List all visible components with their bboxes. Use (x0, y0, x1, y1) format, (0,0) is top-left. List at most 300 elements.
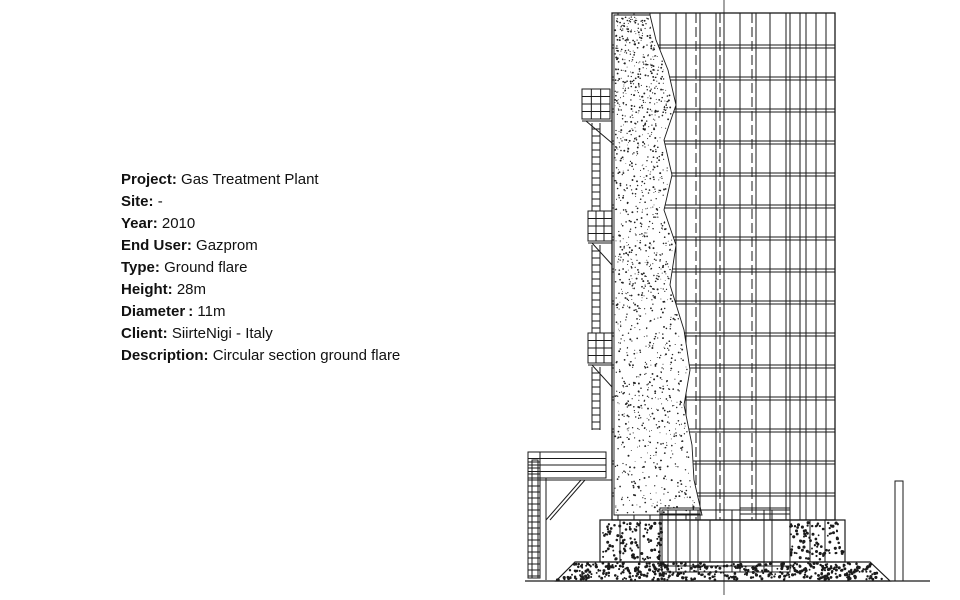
concrete-dot (647, 573, 648, 574)
refractory-dot (628, 300, 629, 301)
refractory-dot (620, 257, 621, 258)
refractory-dot (622, 414, 624, 416)
refractory-dot (615, 269, 616, 270)
refractory-dot (621, 126, 622, 127)
concrete-dot (643, 574, 645, 576)
refractory-dot (623, 124, 624, 125)
refractory-dot (686, 431, 687, 432)
concrete-dot (609, 545, 611, 547)
concrete-dot (613, 550, 614, 551)
refractory-dot (684, 423, 686, 425)
refractory-dot (668, 417, 669, 418)
concrete-dot (870, 571, 871, 572)
refractory-dot (685, 372, 686, 373)
refractory-dot (639, 263, 640, 264)
concrete-dot (822, 528, 824, 530)
concrete-dot (870, 575, 872, 577)
refractory-dot (632, 398, 633, 399)
refractory-dot (618, 426, 619, 427)
refractory-dot (653, 79, 655, 81)
refractory-dot (627, 292, 628, 293)
concrete-dot (771, 577, 772, 578)
refractory-dot (650, 365, 651, 366)
concrete-dot (603, 556, 604, 557)
refractory-dot (615, 488, 616, 489)
refractory-dot (644, 183, 645, 184)
refractory-dot (630, 82, 632, 84)
refractory-dot (617, 114, 618, 115)
refractory-dot (641, 224, 642, 225)
refractory-dot (617, 73, 619, 75)
concrete-dot (590, 566, 591, 567)
refractory-dot (670, 269, 671, 270)
refractory-dot (627, 306, 628, 307)
refractory-dot (637, 73, 639, 75)
concrete-dot (844, 568, 846, 570)
refractory-dot (649, 95, 650, 96)
refractory-dot (667, 263, 669, 265)
refractory-dot (662, 71, 663, 72)
concrete-dot (572, 574, 573, 575)
concrete-dot (636, 575, 638, 577)
refractory-dot (657, 73, 658, 74)
refractory-dot (671, 450, 672, 451)
refractory-dot (619, 39, 621, 41)
refractory-dot (657, 165, 659, 167)
refractory-dot (641, 96, 643, 98)
refractory-dot (622, 335, 623, 336)
refractory-dot (651, 72, 653, 74)
concrete-dot (623, 572, 624, 573)
refractory-dot (679, 434, 680, 435)
refractory-dot (643, 466, 645, 468)
concrete-dot (856, 571, 857, 572)
refractory-dot (633, 512, 634, 513)
concrete-dot (622, 533, 623, 534)
concrete-dot (862, 570, 864, 572)
refractory-dot (651, 124, 652, 125)
refractory-dot (628, 31, 629, 32)
concrete-dot (578, 566, 580, 568)
refractory-dot (642, 22, 643, 23)
refractory-dot (638, 400, 639, 401)
refractory-dot (631, 211, 633, 213)
refractory-dot (632, 72, 634, 74)
concrete-dot (796, 553, 797, 554)
refractory-dot (615, 281, 617, 283)
concrete-dot (807, 525, 808, 526)
refractory-dot (616, 45, 617, 46)
refractory-dot (651, 347, 653, 349)
concrete-dot (782, 563, 784, 565)
refractory-dot (629, 140, 631, 142)
refractory-dot (659, 468, 661, 470)
refractory-dot (670, 298, 672, 300)
concrete-dot (843, 564, 844, 565)
refractory-dot (616, 321, 618, 323)
concrete-dot (587, 563, 589, 565)
concrete-dot (799, 565, 801, 567)
refractory-dot (657, 318, 658, 319)
refractory-dot (662, 225, 664, 227)
refractory-dot (645, 262, 646, 263)
refractory-dot (674, 498, 675, 499)
refractory-dot (626, 316, 627, 317)
concrete-dot (625, 529, 627, 531)
refractory-dot (693, 505, 695, 507)
refractory-dot (661, 403, 662, 404)
refractory-dot (647, 389, 649, 391)
refractory-dot (656, 448, 657, 449)
refractory-dot (642, 192, 643, 193)
refractory-dot (665, 414, 667, 416)
concrete-dot (709, 577, 711, 579)
refractory-dot (660, 432, 661, 433)
refractory-dot (626, 133, 627, 134)
refractory-dot (643, 272, 645, 274)
refractory-dot (618, 329, 619, 330)
concrete-dot (803, 546, 805, 548)
refractory-dot (623, 304, 624, 305)
refractory-dot (643, 102, 644, 103)
refractory-dot (655, 451, 657, 453)
refractory-dot (617, 509, 619, 511)
refractory-dot (643, 67, 644, 68)
refractory-dot (664, 308, 665, 309)
info-key: Project: (121, 171, 177, 188)
refractory-dot (679, 424, 680, 425)
concrete-dot (638, 567, 639, 568)
refractory-dot (619, 279, 621, 281)
refractory-dot (658, 83, 660, 85)
refractory-dot (670, 457, 671, 458)
refractory-dot (639, 70, 640, 71)
refractory-dot (641, 457, 642, 458)
refractory-dot (651, 114, 652, 115)
refractory-dot (646, 68, 647, 69)
concrete-dot (635, 579, 636, 580)
refractory-dot (625, 70, 627, 72)
refractory-dot (675, 495, 677, 497)
refractory-dot (626, 41, 627, 42)
refractory-dot (665, 128, 666, 129)
refractory-dot (678, 491, 680, 493)
refractory-dot (622, 18, 624, 20)
concrete-dot (608, 572, 610, 574)
refractory-dot (617, 80, 618, 81)
concrete-dot (651, 525, 653, 527)
refractory-dot (644, 502, 646, 504)
concrete-dot (836, 566, 837, 567)
refractory-dot (670, 370, 671, 371)
refractory-dot (618, 169, 619, 170)
concrete-dot (792, 566, 793, 567)
refractory-dot (667, 465, 669, 467)
refractory-dot (666, 107, 668, 109)
concrete-dot (816, 555, 817, 556)
refractory-dot (635, 461, 636, 462)
refractory-dot (638, 406, 640, 408)
refractory-dot (623, 189, 625, 191)
refractory-dot (618, 259, 619, 260)
refractory-dot (619, 54, 620, 55)
refractory-dot (690, 486, 691, 487)
refractory-dot (615, 466, 616, 467)
refractory-dot (669, 106, 671, 108)
refractory-dot (663, 189, 665, 191)
refractory-dot (617, 50, 619, 52)
refractory-dot (628, 244, 629, 245)
refractory-dot (653, 119, 654, 120)
concrete-dot (702, 574, 703, 575)
concrete-dot (769, 563, 771, 565)
refractory-dot (664, 236, 666, 238)
refractory-dot (662, 301, 664, 303)
refractory-dot (648, 387, 649, 388)
refractory-dot (689, 496, 691, 498)
refractory-dot (652, 223, 653, 224)
refractory-dot (619, 171, 621, 173)
refractory-dot (643, 126, 644, 127)
refractory-dot (617, 137, 618, 138)
concrete-dot (658, 551, 660, 553)
refractory-dot (625, 104, 627, 106)
concrete-dot (635, 567, 636, 568)
concrete-dot (794, 552, 795, 553)
concrete-dot (622, 579, 623, 580)
refractory-dot (655, 125, 657, 127)
refractory-dot (640, 170, 641, 171)
refractory-dot (661, 63, 663, 65)
refractory-dot (642, 61, 643, 62)
refractory-dot (647, 452, 648, 453)
refractory-dot (623, 92, 624, 93)
refractory-dot (621, 140, 622, 141)
concrete-dot (645, 528, 646, 529)
refractory-dot (680, 403, 681, 404)
refractory-dot (655, 191, 656, 192)
refractory-dot (647, 64, 649, 66)
refractory-dot (657, 141, 658, 142)
concrete-dot (823, 553, 825, 555)
refractory-dot (658, 190, 659, 191)
refractory-dot (618, 234, 620, 236)
concrete-dot (849, 574, 850, 575)
concrete-dot (791, 552, 792, 553)
refractory-dot (615, 240, 616, 241)
refractory-dot (623, 381, 625, 383)
refractory-dot (626, 211, 628, 213)
concrete-dot (758, 564, 759, 565)
refractory-dot (667, 421, 669, 423)
refractory-dot (639, 37, 641, 39)
refractory-dot (657, 56, 658, 57)
refractory-dot (618, 61, 620, 63)
refractory-dot (640, 30, 642, 32)
refractory-dot (622, 307, 624, 309)
concrete-dot (726, 575, 728, 577)
concrete-dot (831, 571, 833, 573)
refractory-dot (624, 90, 626, 92)
refractory-dot (654, 259, 655, 260)
refractory-dot (681, 441, 682, 442)
concrete-dot (632, 531, 633, 532)
concrete-dot (622, 566, 624, 568)
access-platforms (582, 89, 612, 430)
refractory-dot (667, 101, 669, 103)
refractory-dot (631, 285, 633, 287)
refractory-dot (641, 185, 642, 186)
concrete-dot (828, 579, 829, 580)
refractory-dot (639, 61, 640, 62)
refractory-dot (647, 138, 648, 139)
concrete-dot (576, 570, 577, 571)
concrete-dot (694, 578, 696, 580)
refractory-dot (617, 102, 619, 104)
concrete-dot (796, 533, 798, 535)
concrete-dot (728, 578, 729, 579)
refractory-dot (632, 115, 633, 116)
concrete-dot (619, 525, 621, 527)
concrete-dot (608, 524, 609, 525)
concrete-dot (805, 568, 806, 569)
refractory-dot (662, 312, 664, 314)
refractory-dot (662, 391, 663, 392)
refractory-dot (631, 128, 632, 129)
info-key: Height: (121, 281, 173, 298)
refractory-dot (649, 135, 651, 137)
concrete-dot (631, 555, 632, 556)
concrete-dot (667, 579, 668, 580)
concrete-dot (813, 562, 815, 564)
refractory-dot (620, 26, 621, 27)
refractory-dot (627, 299, 629, 301)
refractory-dot (620, 321, 621, 322)
refractory-dot (633, 309, 635, 311)
concrete-dot (855, 576, 856, 577)
refractory-dot (652, 228, 653, 229)
refractory-dot (617, 448, 618, 449)
refractory-dot (621, 70, 622, 71)
concrete-dot (658, 563, 659, 564)
concrete-dot (719, 567, 721, 569)
refractory-dot (631, 450, 632, 451)
concrete-dot (866, 571, 867, 572)
refractory-dot (650, 265, 651, 266)
refractory-dot (625, 319, 626, 320)
refractory-dot (654, 392, 656, 394)
refractory-dot (625, 271, 627, 273)
refractory-dot (640, 176, 641, 177)
refractory-dot (626, 242, 627, 243)
refractory-dot (625, 252, 627, 254)
refractory-dot (665, 353, 667, 355)
concrete-dot (706, 567, 708, 569)
refractory-dot (666, 380, 668, 382)
refractory-dot (646, 86, 648, 88)
info-value: Gazprom (196, 237, 258, 254)
refractory-dot (645, 511, 647, 513)
concrete-dot (808, 562, 809, 563)
refractory-dot (628, 131, 629, 132)
concrete-dot (585, 575, 587, 577)
refractory-dot (660, 299, 661, 300)
concrete-dot (692, 579, 693, 580)
refractory-dot (657, 352, 658, 353)
refractory-dot (653, 59, 654, 60)
refractory-dot (667, 492, 668, 493)
refractory-dot (686, 369, 687, 370)
refractory-dot (633, 406, 635, 408)
refractory-dot (623, 392, 625, 394)
refractory-dot (619, 197, 620, 198)
refractory-dot (623, 70, 624, 71)
refractory-dot (671, 438, 672, 439)
refractory-dot (633, 51, 634, 52)
refractory-dot (678, 495, 680, 497)
refractory-lining (614, 15, 702, 515)
refractory-dot (638, 92, 639, 93)
refractory-dot (638, 110, 639, 111)
refractory-dot (648, 256, 649, 257)
info-value: 28m (176, 281, 207, 298)
concrete-dot (781, 568, 783, 570)
refractory-dot (620, 436, 622, 438)
refractory-dot (645, 367, 647, 369)
concrete-dot (685, 577, 686, 578)
refractory-dot (654, 87, 655, 88)
refractory-dot (652, 345, 653, 346)
refractory-dot (639, 446, 640, 447)
concrete-dot (672, 574, 674, 576)
refractory-dot (676, 407, 677, 408)
concrete-dot (630, 548, 631, 549)
concrete-dot (869, 578, 870, 579)
concrete-dot (605, 576, 606, 577)
refractory-dot (648, 445, 649, 446)
refractory-dot (631, 105, 633, 107)
refractory-dot (614, 149, 616, 151)
refractory-dot (635, 137, 636, 138)
refractory-dot (629, 231, 631, 233)
concrete-dot (752, 567, 753, 568)
refractory-dot (646, 175, 648, 177)
refractory-dot (632, 40, 634, 42)
refractory-dot (625, 386, 626, 387)
refractory-dot (637, 185, 639, 187)
refractory-dot (658, 398, 659, 399)
refractory-dot (655, 86, 656, 87)
refractory-dot (643, 54, 644, 55)
refractory-dot (647, 366, 649, 368)
refractory-dot (627, 473, 628, 474)
concrete-dot (617, 562, 618, 563)
refractory-dot (645, 373, 646, 374)
concrete-dot (819, 552, 821, 554)
refractory-dot (669, 94, 671, 96)
concrete-dot (781, 573, 783, 575)
refractory-dot (637, 323, 639, 325)
refractory-dot (628, 142, 629, 143)
refractory-dot (629, 434, 630, 435)
refractory-dot (645, 346, 646, 347)
refractory-dot (622, 59, 623, 60)
refractory-dot (626, 121, 627, 122)
refractory-dot (664, 291, 665, 292)
refractory-dot (661, 97, 662, 98)
refractory-dot (621, 78, 622, 79)
concrete-dot (638, 571, 639, 572)
